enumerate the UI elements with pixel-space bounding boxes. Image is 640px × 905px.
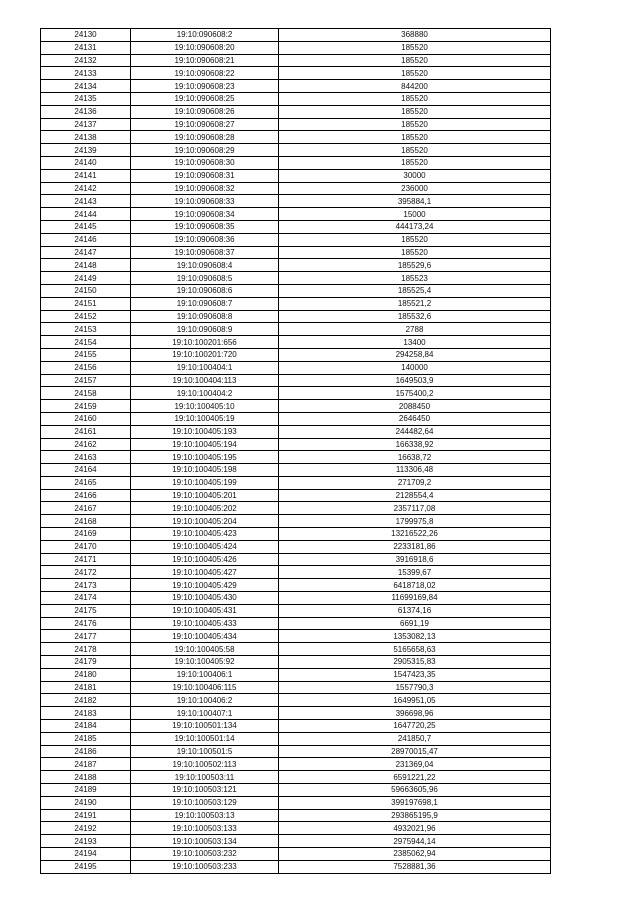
cadastral-number-cell: 19:10:090608:6	[131, 284, 279, 297]
cadastral-number-cell: 19:10:100405:427	[131, 566, 279, 579]
table-row	[41, 41, 551, 54]
table-row	[41, 310, 551, 323]
table-row	[41, 67, 551, 80]
value-cell: 28970015,47	[279, 745, 551, 758]
row-number-cell: 24146	[41, 233, 131, 246]
value-cell: 185520	[279, 118, 551, 131]
row-number-cell: 24194	[41, 848, 131, 861]
cadastral-number-cell: 19:10:090608:20	[131, 41, 279, 54]
value-cell: 271709,2	[279, 476, 551, 489]
table-row	[41, 195, 551, 208]
cadastral-number-cell: 19:10:090608:5	[131, 272, 279, 285]
table-row	[41, 233, 551, 246]
row-number-cell: 24163	[41, 451, 131, 464]
row-number-cell: 24156	[41, 361, 131, 374]
value-cell: 4932021,96	[279, 822, 551, 835]
table-row	[41, 617, 551, 630]
table-row	[41, 361, 551, 374]
row-number-cell: 24149	[41, 272, 131, 285]
cadastral-number-cell: 19:10:100502:113	[131, 758, 279, 771]
value-cell: 399197698,1	[279, 796, 551, 809]
row-number-cell: 24133	[41, 67, 131, 80]
value-cell: 244482,64	[279, 425, 551, 438]
cadastral-number-cell: 19:10:090608:21	[131, 54, 279, 67]
cadastral-number-cell: 19:10:090608:35	[131, 220, 279, 233]
table-row	[41, 29, 551, 42]
value-cell: 2385062,94	[279, 848, 551, 861]
cadastral-number-cell: 19:10:090608:30	[131, 156, 279, 169]
value-cell: 1547423,35	[279, 668, 551, 681]
value-cell: 185520	[279, 41, 551, 54]
row-number-cell: 24159	[41, 400, 131, 413]
table-row	[41, 707, 551, 720]
cadastral-number-cell: 19:10:100405:426	[131, 553, 279, 566]
table-row	[41, 784, 551, 797]
value-cell: 1649951,05	[279, 694, 551, 707]
table-row	[41, 105, 551, 118]
value-cell: 1649503,9	[279, 374, 551, 387]
cadastral-number-cell: 19:10:100407:1	[131, 707, 279, 720]
value-cell: 396698,96	[279, 707, 551, 720]
row-number-cell: 24141	[41, 169, 131, 182]
row-number-cell: 24171	[41, 553, 131, 566]
table-row	[41, 220, 551, 233]
value-cell: 236000	[279, 182, 551, 195]
cadastral-number-cell: 19:10:090608:29	[131, 144, 279, 157]
row-number-cell: 24134	[41, 80, 131, 93]
table-row	[41, 131, 551, 144]
cadastral-number-cell: 19:10:100201:720	[131, 348, 279, 361]
row-number-cell: 24154	[41, 336, 131, 349]
row-number-cell: 24189	[41, 784, 131, 797]
table-row	[41, 720, 551, 733]
value-cell: 15399,67	[279, 566, 551, 579]
table-body	[41, 29, 551, 874]
value-cell: 185520	[279, 233, 551, 246]
cadastral-number-cell: 19:10:100405:431	[131, 604, 279, 617]
table-row	[41, 208, 551, 221]
value-cell: 444173,24	[279, 220, 551, 233]
table-row	[41, 144, 551, 157]
value-cell: 6691,19	[279, 617, 551, 630]
table-row	[41, 259, 551, 272]
row-number-cell: 24185	[41, 732, 131, 745]
cadastral-number-cell: 19:10:100503:121	[131, 784, 279, 797]
value-cell: 7528881,36	[279, 860, 551, 873]
row-number-cell: 24162	[41, 438, 131, 451]
cadastral-number-cell: 19:10:100503:134	[131, 835, 279, 848]
value-cell: 185520	[279, 105, 551, 118]
table-row	[41, 451, 551, 464]
row-number-cell: 24177	[41, 630, 131, 643]
table-row	[41, 656, 551, 669]
row-number-cell: 24155	[41, 348, 131, 361]
value-cell: 15000	[279, 208, 551, 221]
table-row	[41, 592, 551, 605]
row-number-cell: 24139	[41, 144, 131, 157]
table-row	[41, 284, 551, 297]
cadastral-number-cell: 19:10:100405:430	[131, 592, 279, 605]
table-row	[41, 643, 551, 656]
table-row	[41, 732, 551, 745]
cadastral-number-cell: 19:10:090608:37	[131, 246, 279, 259]
row-number-cell: 24151	[41, 297, 131, 310]
row-number-cell: 24178	[41, 643, 131, 656]
table-row	[41, 374, 551, 387]
row-number-cell: 24137	[41, 118, 131, 131]
row-number-cell: 24132	[41, 54, 131, 67]
table-row	[41, 489, 551, 502]
row-number-cell: 24193	[41, 835, 131, 848]
cadastral-number-cell: 19:10:090608:4	[131, 259, 279, 272]
cadastral-number-cell: 19:10:090608:8	[131, 310, 279, 323]
table-row	[41, 438, 551, 451]
cadastral-number-cell: 19:10:100406:115	[131, 681, 279, 694]
table-row	[41, 630, 551, 643]
value-cell: 185520	[279, 156, 551, 169]
row-number-cell: 24184	[41, 720, 131, 733]
row-number-cell: 24131	[41, 41, 131, 54]
value-cell: 294258,84	[279, 348, 551, 361]
table-row	[41, 412, 551, 425]
cadastral-number-cell: 19:10:090608:9	[131, 323, 279, 336]
row-number-cell: 24192	[41, 822, 131, 835]
table-row	[41, 553, 551, 566]
cadastral-number-cell: 19:10:090608:23	[131, 80, 279, 93]
value-cell: 1353082,13	[279, 630, 551, 643]
row-number-cell: 24173	[41, 579, 131, 592]
value-cell: 185520	[279, 131, 551, 144]
value-cell: 2128554,4	[279, 489, 551, 502]
table-row	[41, 579, 551, 592]
cadastral-number-cell: 19:10:100405:199	[131, 476, 279, 489]
row-number-cell: 24186	[41, 745, 131, 758]
cadastral-number-cell: 19:10:100405:202	[131, 502, 279, 515]
cadastral-number-cell: 19:10:100405:198	[131, 464, 279, 477]
row-number-cell: 24183	[41, 707, 131, 720]
cadastral-number-cell: 19:10:100405:204	[131, 515, 279, 528]
value-cell: 2088450	[279, 400, 551, 413]
table-row	[41, 272, 551, 285]
cadastral-number-cell: 19:10:100405:19	[131, 412, 279, 425]
table-row	[41, 182, 551, 195]
row-number-cell: 24135	[41, 92, 131, 105]
cadastral-number-cell: 19:10:090608:7	[131, 297, 279, 310]
row-number-cell: 24144	[41, 208, 131, 221]
cadastral-number-cell: 19:10:090608:22	[131, 67, 279, 80]
value-cell: 185521,2	[279, 297, 551, 310]
value-cell: 185520	[279, 67, 551, 80]
row-number-cell: 24180	[41, 668, 131, 681]
cadastral-number-cell: 19:10:100404:2	[131, 387, 279, 400]
value-cell: 30000	[279, 169, 551, 182]
table-row	[41, 771, 551, 784]
cadastral-number-cell: 19:10:100405:194	[131, 438, 279, 451]
cadastral-number-cell: 19:10:100503:133	[131, 822, 279, 835]
table-row	[41, 502, 551, 515]
table-row	[41, 796, 551, 809]
row-number-cell: 24142	[41, 182, 131, 195]
row-number-cell: 24157	[41, 374, 131, 387]
table-row	[41, 464, 551, 477]
row-number-cell: 24130	[41, 29, 131, 42]
value-cell: 166338,92	[279, 438, 551, 451]
table-row	[41, 400, 551, 413]
value-cell: 368880	[279, 29, 551, 42]
value-cell: 231369,04	[279, 758, 551, 771]
row-number-cell: 24195	[41, 860, 131, 873]
table-row	[41, 92, 551, 105]
row-number-cell: 24153	[41, 323, 131, 336]
value-cell: 2975944,14	[279, 835, 551, 848]
cadastral-number-cell: 19:10:100501:134	[131, 720, 279, 733]
table-row	[41, 54, 551, 67]
table-row	[41, 336, 551, 349]
row-number-cell: 24170	[41, 540, 131, 553]
value-cell: 6418718,02	[279, 579, 551, 592]
cadastral-number-cell: 19:10:090608:28	[131, 131, 279, 144]
value-cell: 844200	[279, 80, 551, 93]
value-cell: 11699169,84	[279, 592, 551, 605]
table-row	[41, 425, 551, 438]
row-number-cell: 24167	[41, 502, 131, 515]
row-number-cell: 24172	[41, 566, 131, 579]
row-number-cell: 24175	[41, 604, 131, 617]
value-cell: 2233181,86	[279, 540, 551, 553]
table-row	[41, 348, 551, 361]
row-number-cell: 24174	[41, 592, 131, 605]
value-cell: 1799975,8	[279, 515, 551, 528]
row-number-cell: 24136	[41, 105, 131, 118]
cadastral-number-cell: 19:10:100201:656	[131, 336, 279, 349]
row-number-cell: 24179	[41, 656, 131, 669]
cadastral-number-cell: 19:10:100405:193	[131, 425, 279, 438]
table-row	[41, 860, 551, 873]
value-cell: 1575400,2	[279, 387, 551, 400]
cadastral-number-cell: 19:10:090608:2	[131, 29, 279, 42]
cadastral-number-cell: 19:10:100503:233	[131, 860, 279, 873]
table-row	[41, 745, 551, 758]
cadastral-number-cell: 19:10:100503:11	[131, 771, 279, 784]
row-number-cell: 24158	[41, 387, 131, 400]
table-row	[41, 809, 551, 822]
row-number-cell: 24147	[41, 246, 131, 259]
document-page	[40, 28, 551, 874]
value-cell: 2357117,08	[279, 502, 551, 515]
cadastral-number-cell: 19:10:090608:33	[131, 195, 279, 208]
row-number-cell: 24182	[41, 694, 131, 707]
cadastral-number-cell: 19:10:090608:25	[131, 92, 279, 105]
table-row	[41, 694, 551, 707]
cadastral-number-cell: 19:10:100503:232	[131, 848, 279, 861]
row-number-cell: 24164	[41, 464, 131, 477]
row-number-cell: 24161	[41, 425, 131, 438]
cadastral-number-cell: 19:10:100404:113	[131, 374, 279, 387]
cadastral-number-cell: 19:10:100405:58	[131, 643, 279, 656]
table-row	[41, 118, 551, 131]
row-number-cell: 24152	[41, 310, 131, 323]
value-cell: 61374,16	[279, 604, 551, 617]
row-number-cell: 24140	[41, 156, 131, 169]
row-number-cell: 24150	[41, 284, 131, 297]
value-cell: 185520	[279, 144, 551, 157]
table-row	[41, 156, 551, 169]
cadastral-number-cell: 19:10:100501:14	[131, 732, 279, 745]
table-row	[41, 604, 551, 617]
table-row	[41, 822, 551, 835]
value-cell: 395884,1	[279, 195, 551, 208]
cadastral-number-cell: 19:10:100405:429	[131, 579, 279, 592]
table-row	[41, 758, 551, 771]
value-cell: 2788	[279, 323, 551, 336]
value-cell: 3916918,6	[279, 553, 551, 566]
cadastral-number-cell: 19:10:100404:1	[131, 361, 279, 374]
cadastral-number-cell: 19:10:090608:32	[131, 182, 279, 195]
table-row	[41, 476, 551, 489]
value-cell: 185525,4	[279, 284, 551, 297]
row-number-cell: 24160	[41, 412, 131, 425]
row-number-cell: 24191	[41, 809, 131, 822]
value-cell: 185532,6	[279, 310, 551, 323]
value-cell: 13400	[279, 336, 551, 349]
cadastral-number-cell: 19:10:100406:2	[131, 694, 279, 707]
value-cell: 185529,6	[279, 259, 551, 272]
cadastral-number-cell: 19:10:090608:27	[131, 118, 279, 131]
value-cell: 59663605,96	[279, 784, 551, 797]
cadastral-number-cell: 19:10:100405:201	[131, 489, 279, 502]
row-number-cell: 24190	[41, 796, 131, 809]
value-cell: 1557790,3	[279, 681, 551, 694]
cadastral-number-cell: 19:10:090608:36	[131, 233, 279, 246]
table-row	[41, 528, 551, 541]
cadastral-number-cell: 19:10:090608:34	[131, 208, 279, 221]
cadastral-number-cell: 19:10:100503:13	[131, 809, 279, 822]
cadastral-number-cell: 19:10:100501:5	[131, 745, 279, 758]
value-cell: 2905315,83	[279, 656, 551, 669]
table-row	[41, 169, 551, 182]
table-row	[41, 835, 551, 848]
cadastral-number-cell: 19:10:100405:424	[131, 540, 279, 553]
table-row	[41, 540, 551, 553]
row-number-cell: 24188	[41, 771, 131, 784]
value-cell: 185520	[279, 54, 551, 67]
table-row	[41, 681, 551, 694]
value-cell: 185520	[279, 246, 551, 259]
table-row	[41, 668, 551, 681]
value-cell: 13216522,26	[279, 528, 551, 541]
cadastral-number-cell: 19:10:100405:434	[131, 630, 279, 643]
row-number-cell: 24138	[41, 131, 131, 144]
cadastral-number-cell: 19:10:100405:433	[131, 617, 279, 630]
value-cell: 113306,48	[279, 464, 551, 477]
value-cell: 5165658,63	[279, 643, 551, 656]
value-cell: 2646450	[279, 412, 551, 425]
table-row	[41, 323, 551, 336]
value-cell: 16638,72	[279, 451, 551, 464]
value-cell: 6591221,22	[279, 771, 551, 784]
data-table	[40, 28, 551, 874]
cadastral-number-cell: 19:10:100405:92	[131, 656, 279, 669]
table-row	[41, 387, 551, 400]
cadastral-number-cell: 19:10:090608:31	[131, 169, 279, 182]
cadastral-number-cell: 19:10:100405:10	[131, 400, 279, 413]
table-row	[41, 566, 551, 579]
table-row	[41, 246, 551, 259]
cadastral-number-cell: 19:10:090608:26	[131, 105, 279, 118]
table-row	[41, 515, 551, 528]
row-number-cell: 24176	[41, 617, 131, 630]
value-cell: 185520	[279, 92, 551, 105]
table-row	[41, 80, 551, 93]
value-cell: 241850,7	[279, 732, 551, 745]
row-number-cell: 24169	[41, 528, 131, 541]
table-row	[41, 297, 551, 310]
row-number-cell: 24187	[41, 758, 131, 771]
cadastral-number-cell: 19:10:100406:1	[131, 668, 279, 681]
row-number-cell: 24166	[41, 489, 131, 502]
row-number-cell: 24165	[41, 476, 131, 489]
table-row	[41, 848, 551, 861]
value-cell: 1647720,25	[279, 720, 551, 733]
value-cell: 293865195,9	[279, 809, 551, 822]
cadastral-number-cell: 19:10:100405:423	[131, 528, 279, 541]
cadastral-number-cell: 19:10:100503:129	[131, 796, 279, 809]
cadastral-number-cell: 19:10:100405:195	[131, 451, 279, 464]
value-cell: 185523	[279, 272, 551, 285]
value-cell: 140000	[279, 361, 551, 374]
row-number-cell: 24181	[41, 681, 131, 694]
row-number-cell: 24145	[41, 220, 131, 233]
row-number-cell: 24168	[41, 515, 131, 528]
row-number-cell: 24148	[41, 259, 131, 272]
row-number-cell: 24143	[41, 195, 131, 208]
